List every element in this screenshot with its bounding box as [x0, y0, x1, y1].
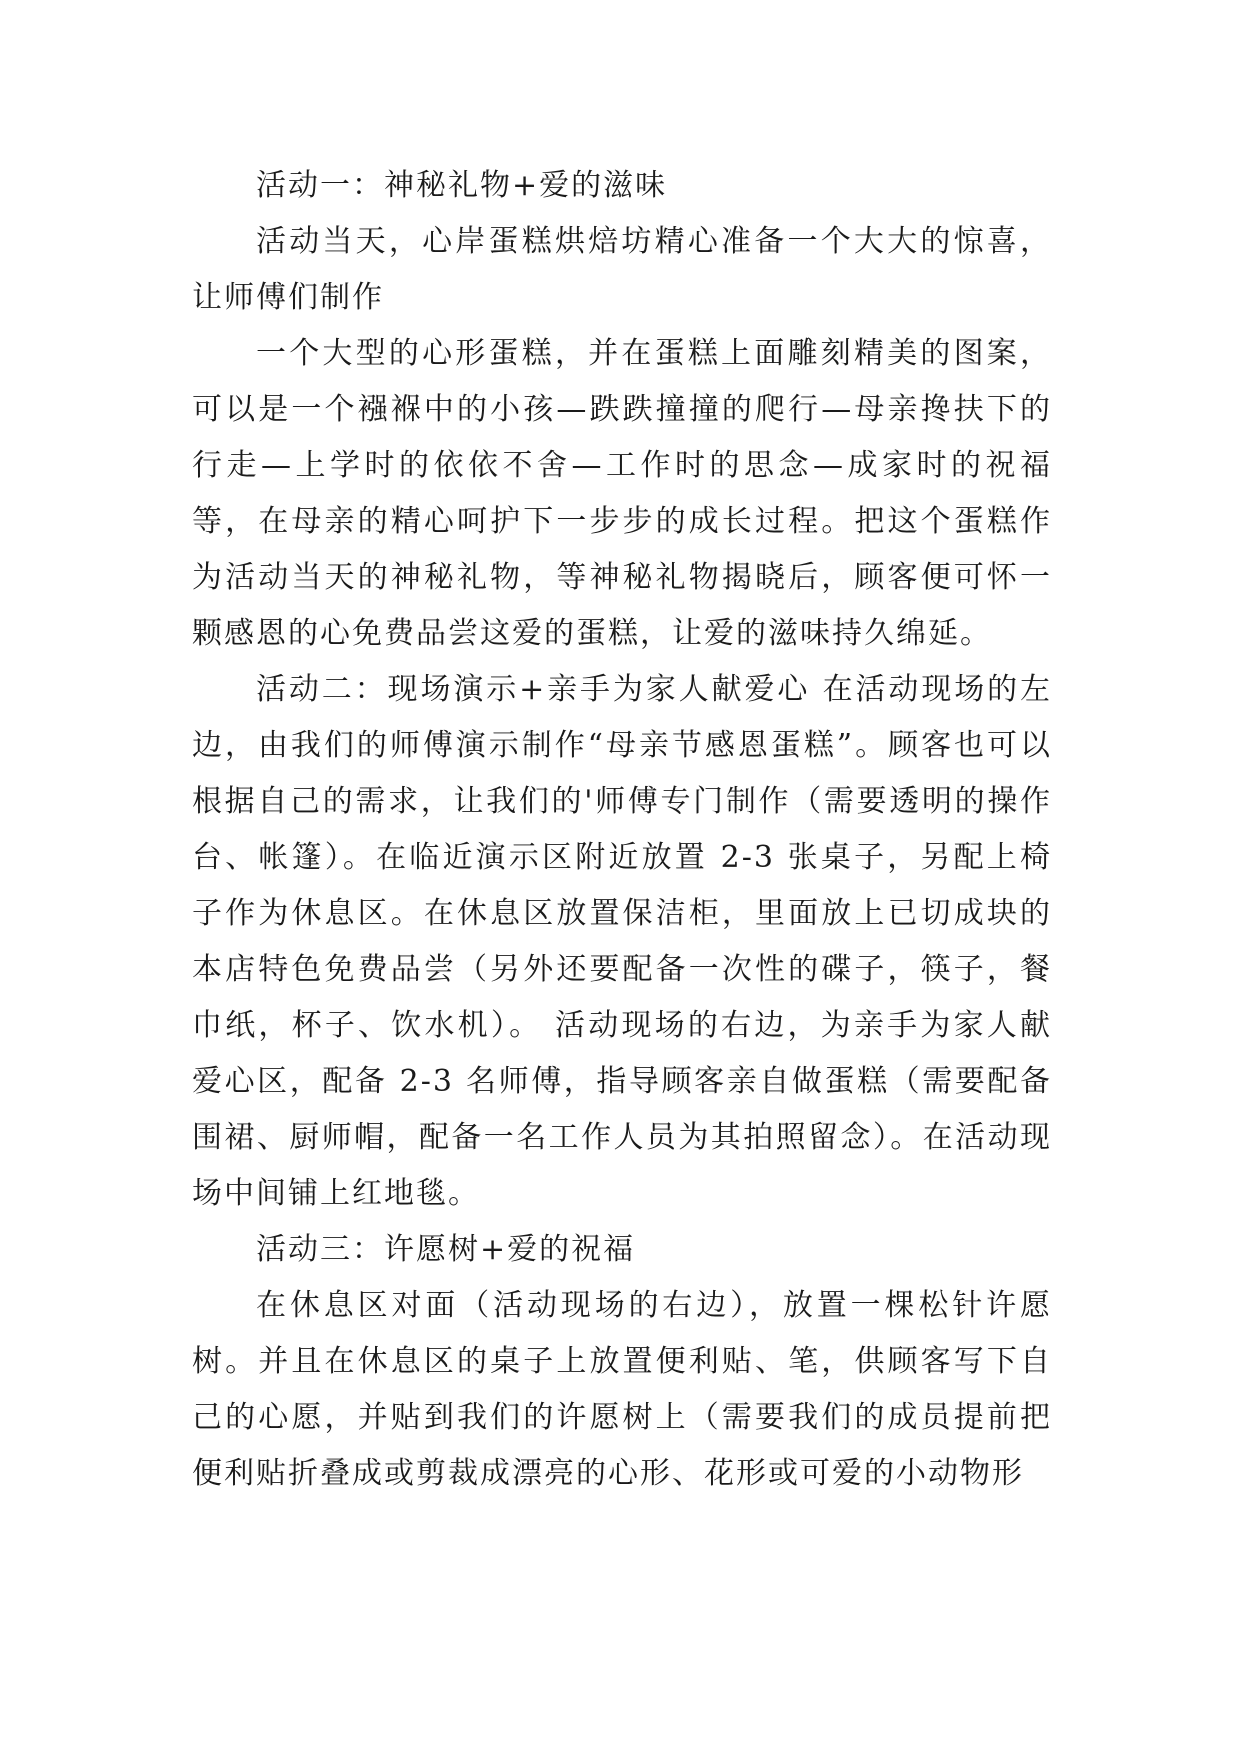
activity-two-paragraph: 活动二：现场演示+亲手为家人献爱心 在活动现场的左边，由我们的师傅演示制作“母亲节感恩蛋糕”。顾客也可以根据自己的需求，让我们的'师傅专门制作（需要透明的操作台、帐篷）。在临近演示区附近放置 2-3 张桌子，另配上椅子作为休息区。在休息区放置保洁柜，里面放上已切成块的本店特色免费品尝（另外还要配备一次性的碟子，筷子，餐巾纸，杯子、饮水机）。 活动现场的右边，为亲手为家人献爱心区，配备 2-3 名师傅，指导顾客亲自做蛋糕（需要配备围裙、厨师帽，配备一名工作人员为其拍照留念）。在活动现场中间铺上红地毯。: [192, 672, 1052, 1211]
activity-three-heading: 活动三：许愿树+爱的祝福: [256, 1232, 636, 1267]
activity-one-heading: 活动一：神秘礼物+爱的滋味: [256, 168, 668, 203]
activity-three-paragraph: 在休息区对面（活动现场的右边），放置一棵松针许愿树。并且在休息区的桌子上放置便利贴、笔，供顾客写下自己的心愿，并贴到我们的许愿树上（需要我们的成员提前把便利贴折叠成或剪裁成漂亮的心形、花形或可爱的小动物形: [192, 1288, 1052, 1491]
document-body: [192, 158, 1052, 1502]
activity-one-detail-paragraph: 一个大型的心形蛋糕，并在蛋糕上面雕刻精美的图案，可以是一个襁褓中的小孩—跌跌撞撞的爬行—母亲搀扶下的行走—上学时的依依不舍—工作时的思念—成家时的祝福等，在母亲的精心呵护下一步步的成长过程。把这个蛋糕作为活动当天的神秘礼物，等神秘礼物揭晓后，顾客便可怀一颗感恩的心免费品尝这爱的蛋糕，让爱的滋味持久绵延。: [192, 336, 1052, 651]
activity-one-intro-paragraph: 活动当天，心岸蛋糕烘焙坊精心准备一个大大的惊喜，让师傅们制作: [192, 224, 1052, 315]
